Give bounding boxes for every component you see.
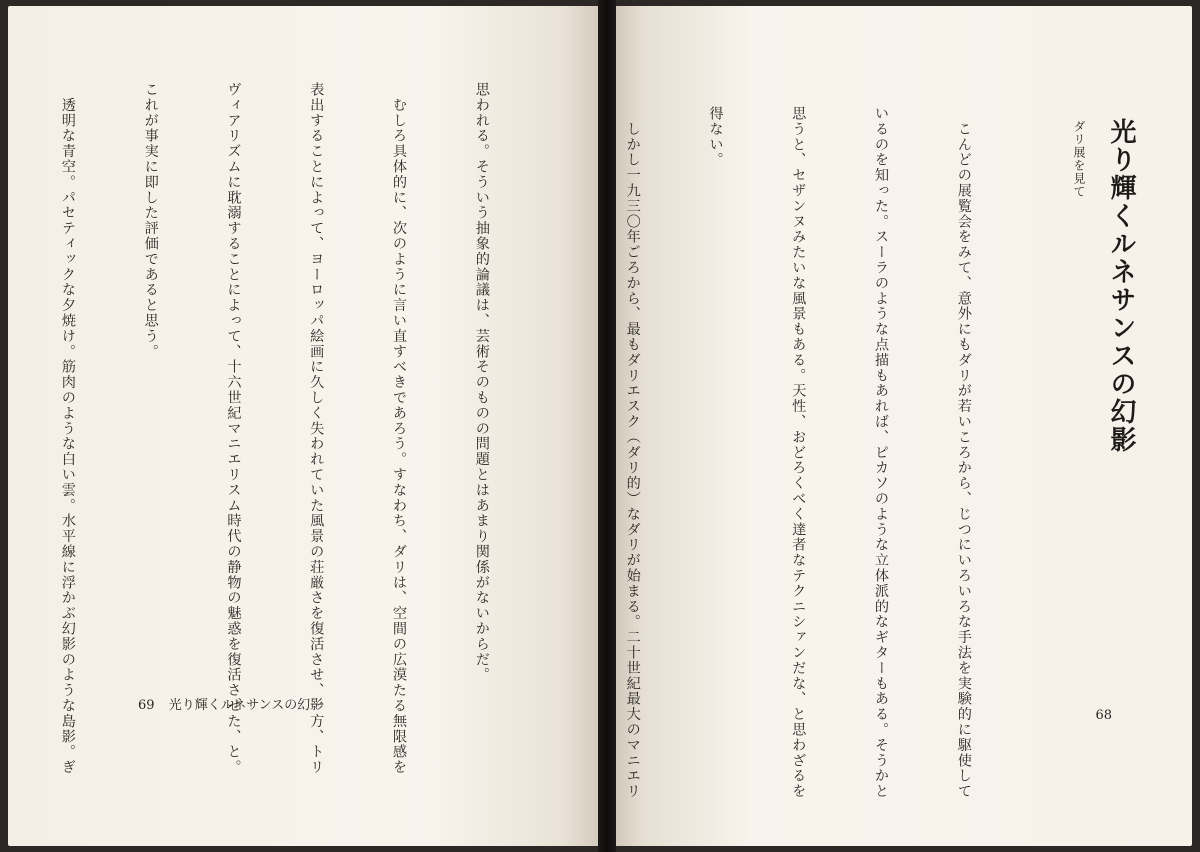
left-page <box>8 6 606 846</box>
text-line: いるのを知った。スーラのような点描もあれば、ピカソのような立体派的なギターもある。そうかと <box>873 106 890 799</box>
text-line: 思われる。そういう抽象的論議は、芸術そのものの問題とはあまり関係がないからだ。 <box>473 82 490 683</box>
chapter-subtitle: ダリ展を見て <box>1072 120 1086 198</box>
running-head: 光り輝くルネサンスの幻影 <box>168 698 324 713</box>
right-page-body <box>608 106 1032 799</box>
page-number: 69 <box>138 698 155 713</box>
text-line: ヴィアリズムに耽溺することによって、十六世紀マニエリスム時代の静物の魅惑を復活させた、と。 <box>225 82 242 775</box>
text-line: 表出することによって、ヨーロッパ絵画に久しく失われていた風景の荘厳さを復活させ、一方、トリ <box>308 82 325 775</box>
text-line: 得ない。 <box>707 106 724 168</box>
chapter-title: 光り輝くルネサンスの幻影 <box>1106 118 1136 454</box>
book-gutter <box>598 0 616 852</box>
text-line: 思うと、セザンヌみたいな風景もある。天性、おどろくべく達者なテクニシァンだな、と思わざるを <box>790 106 807 799</box>
text-line: これが事実に即した評価であると思う。 <box>142 82 159 360</box>
right-page <box>608 6 1192 846</box>
text-line: しかし一九三〇年ごろから、最もダリエスク（ダリ的）なダリが始まる。二十世紀最大のマニエリ <box>624 106 641 799</box>
text-line: 透明な青空。パセティックな夕焼け。筋肉のような白い雲。水平線に浮かぶ幻影のような島影。ぎ <box>59 82 76 775</box>
page-number: 68 <box>1095 708 1112 723</box>
left-page-footer <box>138 694 323 713</box>
text-line: むしろ具体的に、次のように言い直すべきであろう。すなわち、ダリは、空間の広漠たる無限感を <box>391 82 408 775</box>
text-line: こんどの展覧会をみて、意外にもダリが若いころから、じつにいろいろな手法を実験的に駆使して <box>955 106 972 799</box>
